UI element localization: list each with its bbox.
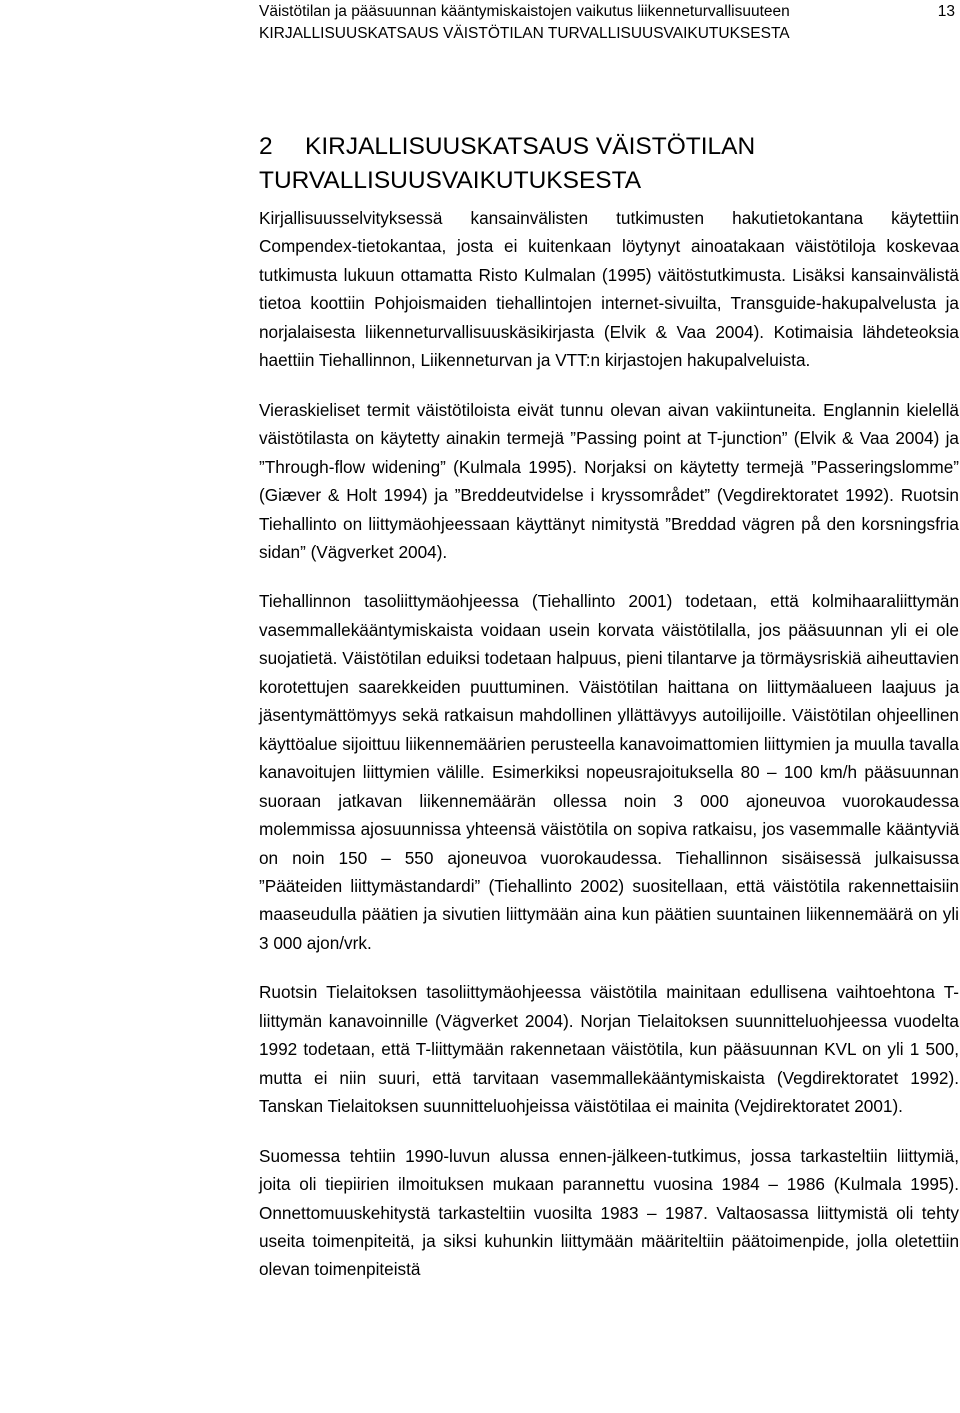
paragraph-4: Ruotsin Tielaitoksen tasoliittymäohjeessa väistötila mainitaan edullisena vaihtoehtona T-liittymän kanavoinnille (Vägverket 2004). Norjan Tielaitoksen suunnitteluohjeessa vuodelta 1992 todetaan, että T-liittymään rakennetaan väistötila, kun pääsuunnan KVL on yli 1 500, mutta ei niin suuri, että tarvitaan vasemmallekääntymiskaista (Vegdirektoratet 1992). Tanskan Tielaitoksen suunnitteluohjeissa väistötilaa ei mainita (Vejdirektoratet 2001). <box>259 982 959 1117</box>
body-text <box>259 204 959 1305</box>
running-header <box>259 0 955 45</box>
chapter-heading <box>259 130 959 198</box>
chapter-heading-line-1 <box>259 130 959 164</box>
running-header-section: KIRJALLISUUSKATSAUS VÄISTÖTILAN TURVALLISUUSVAIKUTUKSESTA <box>259 25 790 42</box>
paragraph-2: Vieraskieliset termit väistötiloista eivät tunnu olevan aivan vakiintuneita. Englannin kielellä väistötilasta on käytetty ainakin termejä ”Passing point at T-junction” (Elvik & Vaa 2004) ja ”Through-flow widening” (Kulmala 1995). Norjaksi on käytetty termejä ”Passeringslomme” (Giæver & Holt 1994) ja ”Breddeutvidelse i kryssområdet” (Vegdirektoratet 1992). Ruotsin Tiehallinto on liittymäohjeessaan käyttänyt nimitystä ”Breddad vägren på den korsningsfria sidan” (Vägverket 2004). <box>259 399 959 562</box>
page-number: 13 <box>937 3 955 20</box>
chapter-title-line-2: TURVALLISUUSVAIKUTUKSESTA <box>259 167 642 194</box>
chapter-number: 2 <box>259 133 273 160</box>
paragraph-3: Tiehallinnon tasoliittymäohjeessa (Tiehallinto 2001) todetaan, että kolmihaaraliittymän vasemmallekääntymiskaista voidaan usein korvata väistötilalla, jos pääsuunnan yli ei ole suojatietä. Väistötilan eduiksi todetaan halpuus, pieni tilantarve ja törmäysriskiä aiheuttavien korotettujen saarekkeiden puuttuminen. Väistötilan haittana on liittymäalueen laajuus ja jäsentymättömyys sekä ratkaisun mahdollinen yllättävyys autoilijoille. Väistötilan ohjeellinen käyttöalue sijoittuu liikennemäärien perusteella kanavoimattomien liittymien ja muulla tavalla kanavoitujen liittymien välille. Esimerkiksi nopeusrajoituksella 80 – 100 km/h pääsuunnan suoraan jatkavan liikennemäärän ollessa noin 3 000 ajoneuvoa vuorokaudessa molemmissa ajosuunnissa yhteensä väistötila on sopiva ratkaisu, jos vasemmalle kääntyviä on noin 150 – 550 ajoneuvoa vuorokaudessa. Tiehallinnon sisäisessä julkaisussa ”Pääteiden liittymästandardi” (Tiehallinto 2002) suositellaan, että väistötila rakennettaisiin maaseudulla päätien ja sivutien liittymään aina kun päätien suuntainen liikennemäärä on yli 3 000 ajon/vrk. <box>259 591 959 953</box>
paragraph-5: Suomessa tehtiin 1990-luvun alussa ennen-jälkeen-tutkimus, jossa tarkasteltiin liittymiä, joita oli tiepiirien ilmoituksen mukaan parannettu vuosina 1984 – 1986 (Kulmala 1995). Onnettomuuskehitystä tarkasteltiin vuosilta 1983 – 1987. Valtaosassa liittymistä oli tehty useita toimenpiteitä, ja siksi kuhunkin liittymään määriteltiin päätoimenpide, jolla oletettiin olevan toimenpiteistä <box>259 1145 959 1280</box>
paragraph-1: Kirjallisuusselvityksessä kansainvälisten tutkimusten hakutietokantana käytettiin Compendex-tietokantaa, josta ei kuitenkaan löytynyt ainoatakaan väistötiloja koskevaa tutkimusta lukuun ottamatta Risto Kulmalan (1995) väitöstutkimusta. Lisäksi kansainvälistä tietoa koottiin Pohjoismaiden tiehallintojen internet-sivuilta, Transguide-hakupalvelusta ja norjalaisesta liikenneturvallisuuskäsikirjasta (Elvik & Vaa 2004). Kotimaisia lähdeteoksia haettiin Tiehallinnon, Liikenneturvan ja VTT:n kirjastojen hakupalveluista. <box>259 208 959 371</box>
chapter-title-line-1: KIRJALLISUUSKATSAUS VÄISTÖTILAN <box>305 133 756 160</box>
running-header-title: Väistötilan ja pääsuunnan kääntymiskaistojen vaikutus liikenneturvallisuuteen <box>259 3 790 20</box>
